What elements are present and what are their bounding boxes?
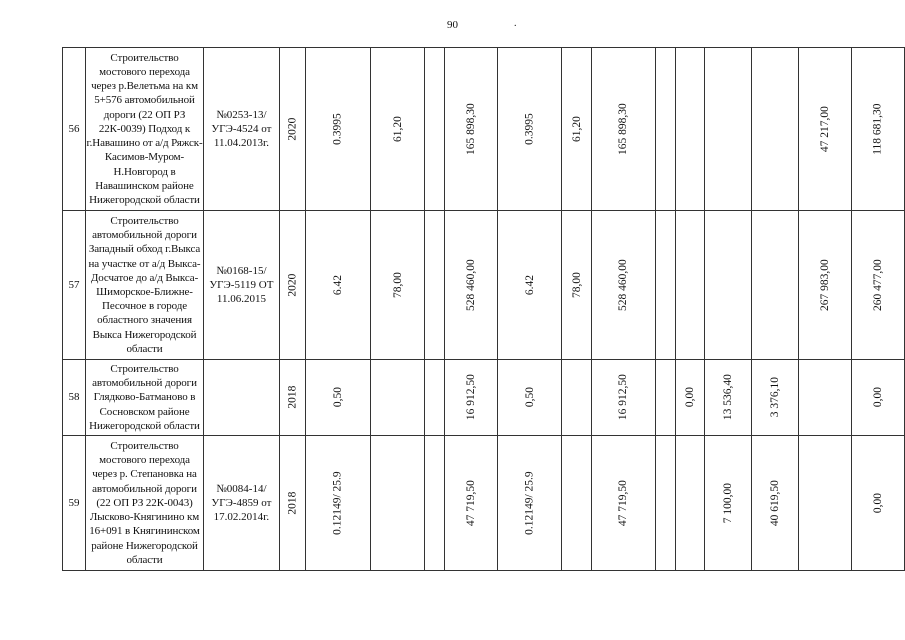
funding-cell-5: 0,00 [871,387,884,408]
funding-cell-5: 118 681,30 [871,103,884,155]
table-row [63,211,905,360]
empty-cell [655,211,675,360]
year-cell: 2020 [286,273,299,297]
object-name: Строительство мостового перехода через р.Велетьма на км 5+576 автомобильной дороги (22 ОП РЗ 22К-0039) Подход к г.Навашино от а/д Ряжск-Касимов-Муром-Н.Новгород в Навашинском районе Нижегородской области [85,48,203,211]
cost-cell-2: 528 460,00 [617,259,630,311]
expertise-ref: №0253-13/УГЭ-4524 от 11.04.2013г. [204,48,280,211]
empty-cell [425,360,445,436]
expertise-ref: №0168-15/УГЭ-5119 ОТ 11.06.2015 [204,211,280,360]
row-number: 57 [63,211,86,360]
table-row [63,436,905,571]
empty-cell [425,211,445,360]
expertise-ref: №0084-14/УГЭ-4859 от 17.02.2014г. [204,436,280,571]
empty-cell [655,48,675,211]
cost-cell: 47 719,50 [464,479,477,526]
cost-cell-2: 165 898,30 [617,103,630,155]
object-name: Строительство автомобильной дороги Глядково-Батманово в Сосновском районе Нижегородской области [85,360,203,436]
funding-cell-5: 260 477,00 [871,259,884,311]
table-row [63,48,905,211]
object-name: Строительство мостового перехода через р. Степановка на автомобильной дороги (22 ОП РЗ 22К-0043) Лысково-Княгинино км 16+091 в Княгининском районе Нижегородской области [85,436,203,571]
row-number: 56 [63,48,86,211]
power-cell: 61,20 [391,116,404,142]
empty-cell [425,436,445,571]
length-cell-2: 0.3995 [523,113,536,145]
power-cell: 78,00 [391,272,404,298]
object-name: Строительство автомобильной дороги Западный обход г.Выкса на участке от а/д Выкса-Досчатое до а/д Выкса-Шиморское-Ближне-Песочное в городе областного значения Выкса Нижегородской области [85,211,203,360]
year-cell: 2020 [286,117,299,141]
year-cell: 2018 [286,385,299,409]
length-cell-2: 0,50 [523,387,536,408]
row-number: 58 [63,360,86,436]
funding-cell-3: 40 619,50 [769,479,782,526]
cost-cell-2: 16 912,50 [617,374,630,421]
cost-cell: 16 912,50 [464,374,477,421]
funding-cell-1: 0,00 [684,387,697,408]
funding-cell-2: 13 536,40 [722,374,735,421]
length-cell-2: 6.42 [523,274,536,296]
year-cell: 2018 [286,491,299,515]
funding-cell-3: 3 376,10 [769,377,782,418]
table-row [63,360,905,436]
empty-cell [655,360,675,436]
length-cell: 0,50 [331,387,344,408]
row-number: 59 [63,436,86,571]
cost-cell: 165 898,30 [464,103,477,155]
funding-cell-4: 267 983,00 [819,259,832,311]
empty-cell [655,436,675,571]
length-cell: 0.12149/ 25.9 [331,471,344,535]
object-table [62,47,905,571]
cost-cell: 528 460,00 [464,259,477,311]
power-cell-2: 61,20 [570,116,583,142]
page-mark: . [514,18,517,29]
power-cell-2: 78,00 [570,272,583,298]
length-cell-2: 0.12149/ 25.9 [523,471,536,535]
page-number: 90 [447,19,458,31]
length-cell: 6.42 [331,274,344,296]
funding-cell-4: 47 217,00 [819,105,832,152]
empty-cell [425,48,445,211]
funding-cell-2: 7 100,00 [722,482,735,524]
length-cell: 0.3995 [331,113,344,145]
expertise-ref [204,360,280,436]
funding-cell-5: 0,00 [871,492,884,514]
cost-cell-2: 47 719,50 [617,479,630,526]
